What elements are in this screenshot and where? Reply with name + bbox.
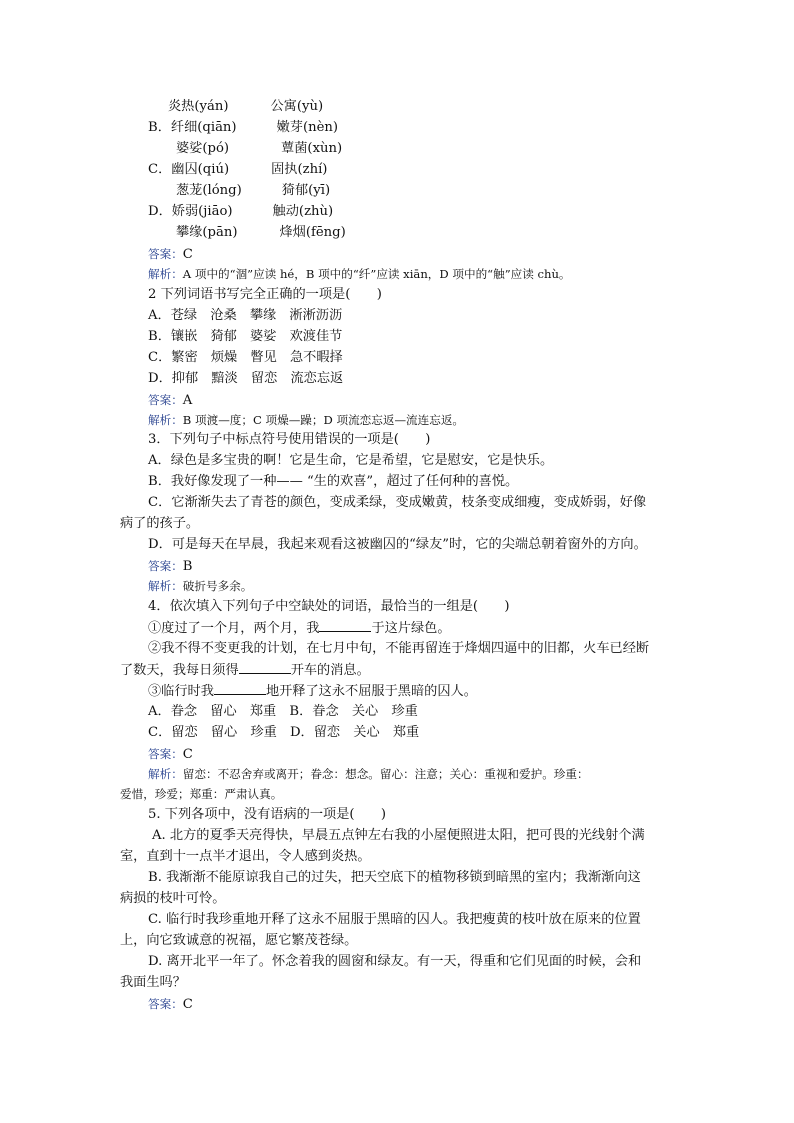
q3-option-c-line1: C．它渐渐失去了青苍的颜色，变成柔绿，变成嫩黄，枝条变成细瘦，变成娇弱，好像 (148, 495, 647, 510)
q5-option-a-line2: 室，直到十一点半才退出，令人感到炎热。 (120, 849, 371, 864)
q5-option-a-line1: A. 北方的夏季天亮得快，早晨五点钟左右我的小屋便照进太阳，把可畏的光线射个满 (152, 828, 645, 843)
q3-option-d: D．可是每天在早晨，我起来观看这被幽囚的“绿友”时，它的尖端总朝着窗外的方向。 (148, 537, 647, 552)
q1-analysis: 解析：A 项中的“涸”应读 hé，B 项中的“纤”应读 xiān，D 项中的“触”应读 chù。 (148, 267, 571, 281)
q1-option-c-line1: C．幽囚(qiú) 固执(zhí) (148, 162, 328, 177)
q5-stem: 5. 下列各项中，没有语病的一项是( ) (148, 807, 387, 822)
q4-options-ab: A．眷念 留心 郑重 B．眷念 关心 珍重 (148, 704, 418, 719)
q4-stem: 4．依次填入下列句子中空缺处的词语，最恰当的一组是( ) (148, 599, 510, 614)
q2-analysis: 解析：B 项渡—度；C 项燥—躁；D 项流恋忘返—流连忘返。 (148, 413, 465, 427)
word: 炎热(yán) (168, 99, 229, 114)
q2-option-b: B．镶嵌 猗郁 婆娑 欢渡佳节 (148, 329, 343, 344)
q5-option-d-line2: 我面生吗？ (120, 975, 186, 990)
q1-option-b-line1: B．纤细(qiān) 嫩芽(nèn) (148, 120, 339, 135)
q2-option-d: D．抑郁 黯淡 留恋 流恋忘返 (148, 371, 344, 386)
q1-option-c-line2: 葱茏(lóng) 猗郁(yī) (176, 183, 331, 198)
q1-option-d-line1: D．娇弱(jiāo) 触动(zhù) (148, 204, 334, 219)
fill-blank (214, 682, 266, 695)
q2-answer: 答案：A (148, 393, 193, 408)
q4-options-cd: C．留恋 留心 珍重 D．留恋 关心 郑重 (148, 725, 420, 740)
q5-option-d-line1: D. 离开北平一年了。怀念着我的圆窗和绿友。有一天，得重和它们见面的时候，会和 (148, 954, 642, 969)
q3-stem: 3．下列句子中标点符号使用错误的一项是( ) (148, 432, 431, 447)
q4-answer: 答案：C (148, 747, 193, 762)
q4-sentence-1: ①度过了一个月，两个月，我 于这片绿色。 (148, 621, 451, 636)
q4-sentence-2-line2: 了数天，我每日须得 开车的消息。 (120, 663, 370, 678)
q4-sentence-2-line1: ②我不得不变更我的计划，在七月中旬，不能再留连于烽烟四逼中的旧都，火车已经断 (148, 641, 650, 656)
q5-option-c-line2: 上，向它致诚意的祝福，愿它繁茂苍绿。 (120, 933, 358, 948)
q5-answer: 答案：C (148, 997, 193, 1012)
q3-analysis: 解析：破折号多余。 (148, 579, 253, 593)
q3-option-a: A．绿色是多宝贵的啊！它是生命，它是希望，它是慰安，它是快乐。 (148, 453, 554, 468)
q4-analysis-line1: 解析：留恋：不忍舍弃或离开；眷念：想念。留心：注意；关心：重视和爱护。珍重： (148, 767, 589, 781)
q1-option-d-line2: 攀缘(pān) 烽烟(fēng) (176, 225, 346, 240)
q4-sentence-3: ③临行时我 地开释了这永不屈服于黑暗的囚人。 (148, 684, 477, 699)
q5-option-b-line2: 病损的枝叶可怜。 (120, 891, 226, 906)
q5-option-c-line1: C. 临行时我珍重地开释了这永不屈服于黑暗的囚人。我把瘦黄的枝叶放在原来的位置 (148, 912, 641, 927)
q4-analysis-line2: 爱惜，珍爱；郑重：严肃认真。 (120, 787, 283, 801)
q2-option-a: A．苍绿 沧桑 攀缘 淅淅沥沥 (148, 308, 343, 323)
q1-option-a-line2 (168, 98, 323, 116)
q1-answer: 答案：C (148, 247, 193, 262)
q1-option-b-line2: 婆娑(pó) 蕈菌(xùn) (176, 141, 343, 156)
q2-option-c: C．繁密 烦燥 瞥见 急不暇择 (148, 350, 343, 365)
q2-stem: 2 下列词语书写完全正确的一项是( ) (148, 287, 382, 302)
q3-option-c-line2: 病了的孩子。 (120, 516, 200, 531)
fill-blank (239, 661, 291, 674)
q5-option-b-line1: B. 我渐渐不能原谅我自己的过失，把天空底下的植物移锁到暗黑的室内；我渐渐向这 (148, 870, 641, 885)
q3-option-b: B．我好像发现了一种—— “生的欢喜”，超过了任何种的喜悦。 (148, 474, 519, 489)
fill-blank (319, 619, 371, 632)
q3-answer: 答案：B (148, 559, 193, 574)
word: 公寓(yù) (270, 99, 324, 114)
